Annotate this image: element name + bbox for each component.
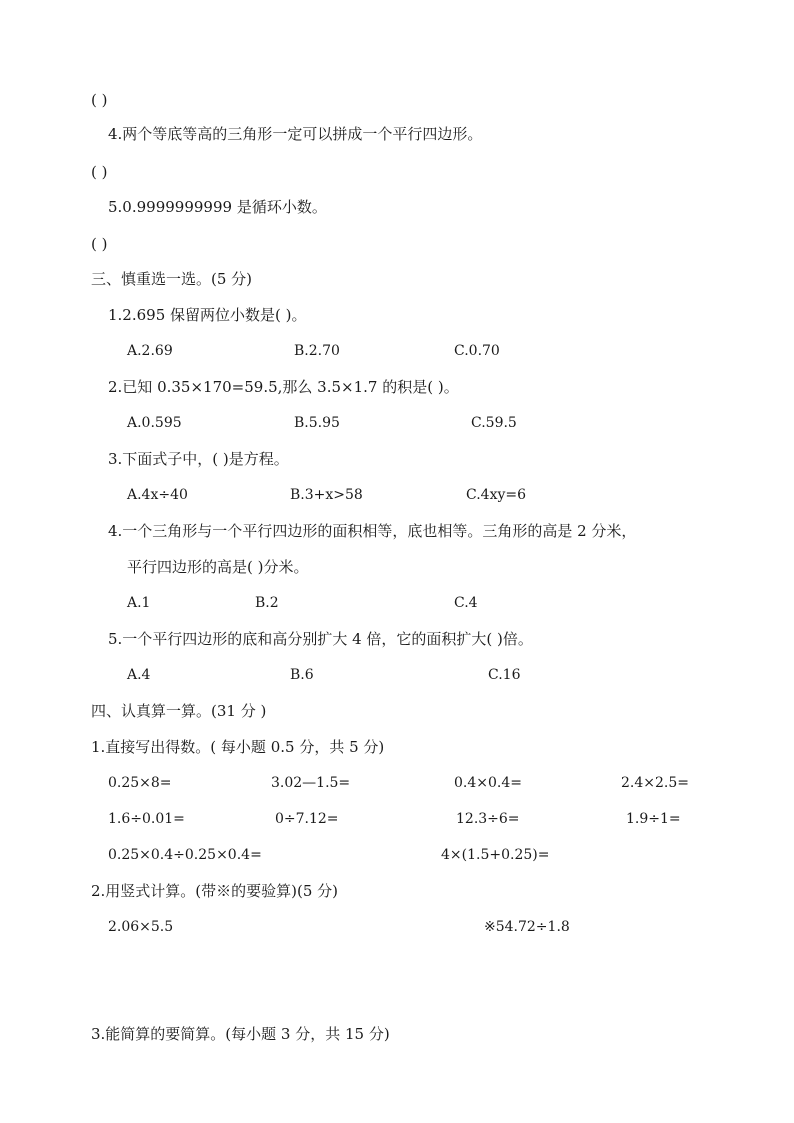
calc-6: 0÷7.12= (275, 811, 339, 827)
q4-option-c: C.4 (454, 595, 478, 611)
judge-question-5: 5.0.9999999999 是循环小数。 (108, 198, 327, 216)
vertical-calc-1: 2.06×5.5 (108, 919, 174, 935)
q4-option-a: A.1 (127, 595, 151, 611)
judge-question-4: 4.两个等底等高的三角形一定可以拼成一个平行四边形。 (108, 125, 483, 143)
choice-question-5: 5.一个平行四边形的底和高分别扩大 4 倍，它的面积扩大( )倍。 (108, 630, 533, 648)
part3-title: 3.能简算的要简算。(每小题 3 分，共 15 分) (91, 1025, 390, 1043)
calc-3: 0.4×0.4= (454, 775, 522, 791)
choice-question-1: 1.2.695 保留两位小数是( )。 (108, 306, 307, 324)
q4-option-b: B.2 (255, 595, 279, 611)
vertical-calc-2: ※54.72÷1.8 (484, 919, 570, 935)
calc-7: 12.3÷6= (456, 811, 520, 827)
calc-9: 0.25×0.4÷0.25×0.4= (108, 847, 262, 863)
answer-blank-3: ( ) (91, 91, 108, 109)
calc-1: 0.25×8= (108, 775, 172, 791)
choice-question-2: 2.已知 0.35×170=59.5,那么 3.5×1.7 的积是( )。 (108, 378, 459, 396)
q1-option-c: C.0.70 (454, 343, 500, 359)
q2-option-a: A.0.595 (127, 415, 182, 431)
calc-8: 1.9÷1= (626, 811, 681, 827)
q2-option-b: B.5.95 (294, 415, 340, 431)
part1-title: 1.直接写出得数。( 每小题 0.5 分，共 5 分) (91, 738, 385, 756)
q1-option-b: B.2.70 (294, 343, 340, 359)
calc-5: 1.6÷0.01= (108, 811, 185, 827)
calc-2: 3.02—1.5= (271, 775, 351, 791)
choice-question-4-line1: 4.一个三角形与一个平行四边形的面积相等，底也相等。三角形的高是 2 分米， (108, 522, 637, 540)
q3-option-c: C.4xy=6 (466, 487, 527, 503)
part2-title: 2.用竖式计算。(带※的要验算)(5 分) (91, 882, 339, 900)
answer-blank-4: ( ) (91, 163, 108, 181)
calc-10: 4×(1.5+0.25)= (441, 847, 550, 863)
q2-option-c: C.59.5 (471, 415, 517, 431)
choice-question-4-line2: 平行四边形的高是( )分米。 (127, 558, 309, 576)
q1-option-a: A.2.69 (127, 343, 173, 359)
q5-option-a: A.4 (127, 667, 151, 683)
q5-option-c: C.16 (488, 667, 521, 683)
section3-title: 三、慎重选一选。(5 分) (91, 270, 253, 288)
q3-option-b: B.3+x>58 (290, 487, 363, 503)
q3-option-a: A.4x÷40 (127, 487, 188, 503)
q5-option-b: B.6 (290, 667, 314, 683)
choice-question-3: 3.下面式子中，( )是方程。 (108, 450, 289, 468)
calc-4: 2.4×2.5= (621, 775, 689, 791)
section4-title: 四、认真算一算。(31 分 ) (91, 702, 267, 720)
answer-blank-5: ( ) (91, 235, 108, 253)
